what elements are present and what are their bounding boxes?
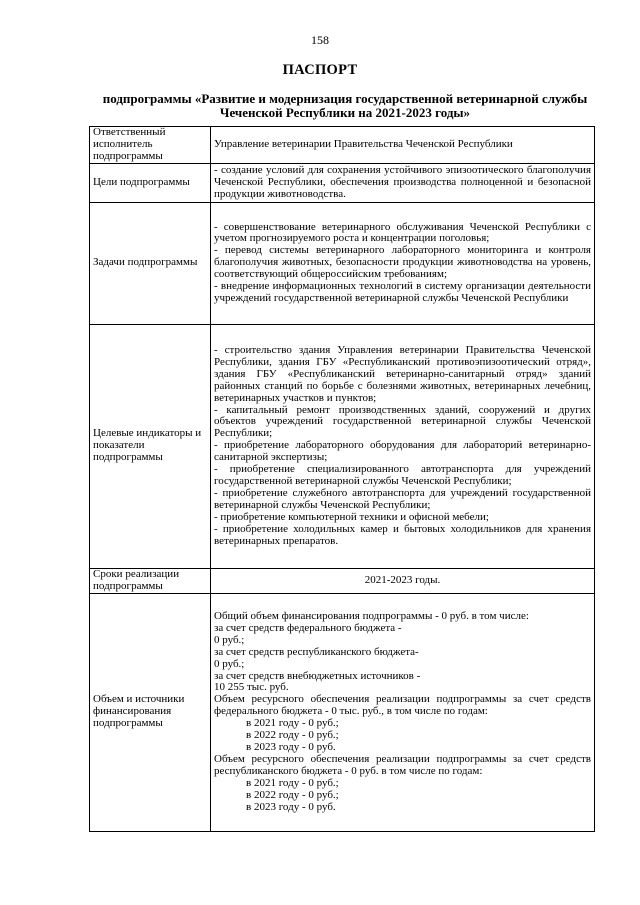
funding-regional-intro: Объем ресурсного обеспечения реализации подпрограммы за счет средств республиканского бюджета - 0 руб. в том числе по годам: <box>214 752 591 777</box>
content-goals <box>211 163 595 202</box>
row-responsible <box>90 127 595 164</box>
funding-line: 10 255 тыс. руб. <box>214 681 289 694</box>
content-targets <box>211 324 595 568</box>
funding-line: Общий объем финансирования подпрограммы - 0 руб. в том числе: <box>214 610 529 623</box>
target-item: - приобретение специализированного автотранспорта для учреждений государственной ветеринарной службы Чеченской Республики; <box>214 463 591 487</box>
row-terms <box>90 568 595 593</box>
federal-year: в 2021 году - 0 руб.; <box>246 717 339 730</box>
content-terms: 2021-2023 годы. <box>211 568 595 593</box>
regional-year: в 2021 году - 0 руб.; <box>246 776 339 789</box>
regional-year: в 2023 году - 0 руб. <box>246 800 336 813</box>
row-funding <box>90 593 595 831</box>
row-goals <box>90 163 595 202</box>
label-goals: Цели подпрограммы <box>90 163 211 202</box>
label-targets: Целевые индикаторы и показатели подпрограммы <box>90 324 211 568</box>
document-title: ПАСПОРТ <box>282 62 358 78</box>
target-item: - приобретение служебного автотранспорта для учреждений государственной ветеринарной службы Чеченской Республики; <box>214 486 591 511</box>
label-funding: Объем и источники финансирования подпрограммы <box>90 593 211 831</box>
regional-year: в 2022 году - 0 руб.; <box>246 788 339 801</box>
funding-line: 0 руб.; <box>214 633 245 646</box>
funding-line: 0 руб.; <box>214 657 245 670</box>
target-item: - приобретение компьютерной техники и офисной мебели; <box>214 510 489 523</box>
row-targets <box>90 324 595 568</box>
target-item: - капитальный ремонт производственных зданий, сооружений и других объектов учреждений государственной ветеринарной службы Чеченской Республики; <box>214 403 591 440</box>
target-item: - приобретение холодильных камер и бытовых холодильников для хранения ветеринарных препаратов. <box>214 522 591 547</box>
label-terms: Сроки реализации подпрограммы <box>90 568 211 593</box>
funding-line: за счет средств республиканского бюджета- <box>214 645 419 658</box>
document-subtitle: подпрограммы «Развитие и модернизация государственной ветеринарной службы Чеченской Республики на 2021-2023 годы» <box>102 91 588 120</box>
content-responsible: Управление ветеринарии Правительства Чеченской Республики <box>211 127 595 164</box>
funding-line: за счет средств федерального бюджета - <box>214 621 402 634</box>
task-item: - совершенствование ветеринарного обслуживания Чеченской Республики с учетом прогнозируемого роста и концентрации поголовья; <box>214 220 591 245</box>
content-tasks <box>211 202 595 324</box>
goal-item: - создание условий для сохранения устойчивого эпизоотического благополучия Чеченской Республики, обеспечения производства полноценной и безопасной продукции животноводства. <box>214 163 591 200</box>
page-number: 158 <box>311 33 329 47</box>
passport-table <box>89 126 595 832</box>
federal-year: в 2022 году - 0 руб.; <box>246 729 339 742</box>
task-item: - внедрение информационных технологий в систему организации деятельности учреждений государственной ветеринарной службы Чеченской Республики <box>214 280 591 304</box>
target-item: - приобретение лабораторного оборудования для лабораторий ветеринарно-санитарной экспертизы; <box>214 439 591 464</box>
label-responsible: Ответственный исполнитель подпрограммы <box>90 127 211 164</box>
label-tasks: Задачи подпрограммы <box>90 202 211 324</box>
funding-line: Объем ресурсного обеспечения реализации подпрограммы за счет средств федерального бюджета - 0 тыс. руб., в том числе по годам: <box>214 693 591 718</box>
task-item: - перевод системы ветеринарного лабораторного мониторинга и контроля благополучия животных, безопасности продукции животноводства на уровень, соответствующий общероссийским требованиям; <box>214 244 591 281</box>
content-funding <box>211 593 595 831</box>
target-item: - строительство здания Управления ветеринарии Правительства Чеченской Республики, здания ГБУ «Республиканский противоэпизоотический отряд», здания ГБУ «Республиканский ветеринарно-санитарный отряд» зданий районных станций по борьбе с болезнями животных, ветеринарных лечебниц, ветеринарных участков и пунктов; <box>214 344 591 404</box>
federal-year: в 2023 году - 0 руб. <box>246 740 336 753</box>
funding-line: за счет средств внебюджетных источников - <box>214 669 421 682</box>
row-tasks <box>90 202 595 324</box>
